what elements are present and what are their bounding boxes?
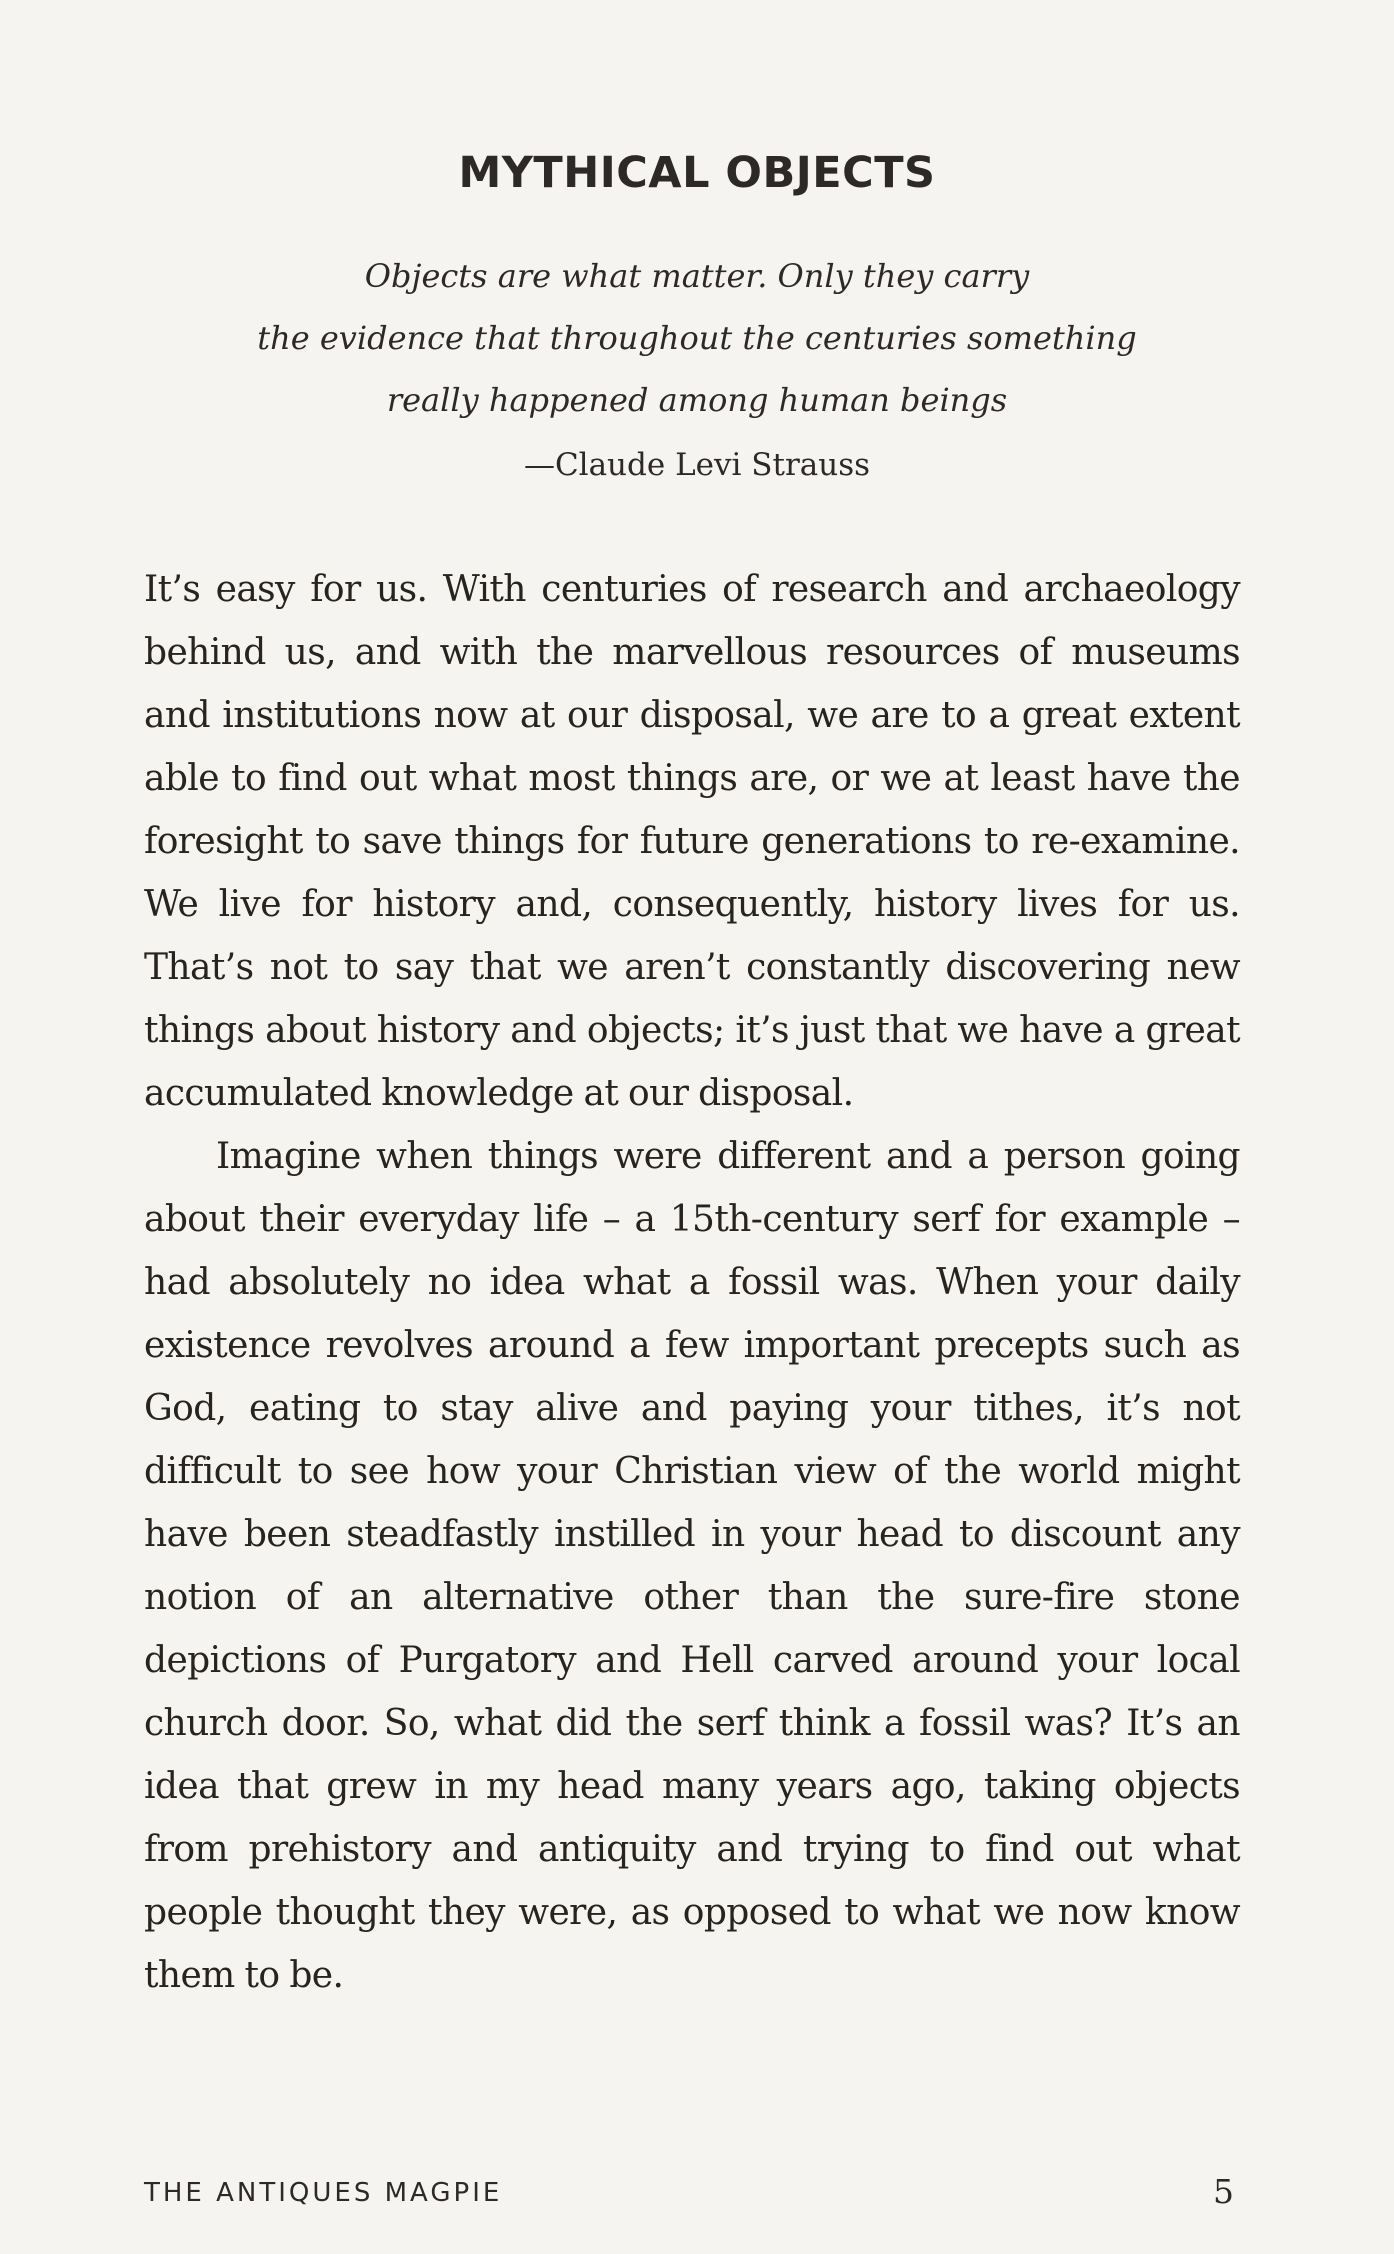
chapter-title: MYTHICAL OBJECTS [458, 148, 936, 198]
epigraph-attribution: —Claude Levi Strauss [523, 447, 871, 483]
epigraph-line: the evidence that throughout the centuries something [257, 319, 1137, 357]
epigraph-line: really happened among human beings [386, 381, 1008, 419]
epigraph [0, 245, 1394, 431]
body-text [144, 558, 1240, 2007]
body-paragraph: Imagine when things were different and a person going about their everyday life – a 15th-century serf for example – had absolutely no idea what a fossil was. When your daily existence revolves around a few important precepts such as God, eating to stay alive and paying your tithes, it’s not difficult to see how your Christian view of the world might have been steadfastly instilled in your head to discount any notion of an alternative other than the sure-fire stone depictions of Purgatory and Hell carved around your local church door. So, what did the serf think a fossil was? It’s an idea that grew in my head many years ago, taking objects from prehistory and antiquity and trying to find out what people thought they were, as opposed to what we now know them to be. [144, 1136, 1240, 1996]
body-paragraph: It’s easy for us. With centuries of research and archaeology behind us, and with the marvellous resources of museums and institutions now at our disposal, we are to a great extent able to find out what most things are, or we at least have the foresight to save things for future generations to re-examine. We live for history and, consequently, history lives for us. That’s not to say that we aren’t constantly discovering new things about history and objects; it’s just that we have a great accumulated knowledge at our disposal. [144, 569, 1240, 1114]
page-number: 5 [1213, 2172, 1234, 2211]
epigraph-line: Objects are what matter. Only they carry [364, 257, 1030, 295]
running-footer-title: THE ANTIQUES MAGPIE [144, 2178, 503, 2208]
